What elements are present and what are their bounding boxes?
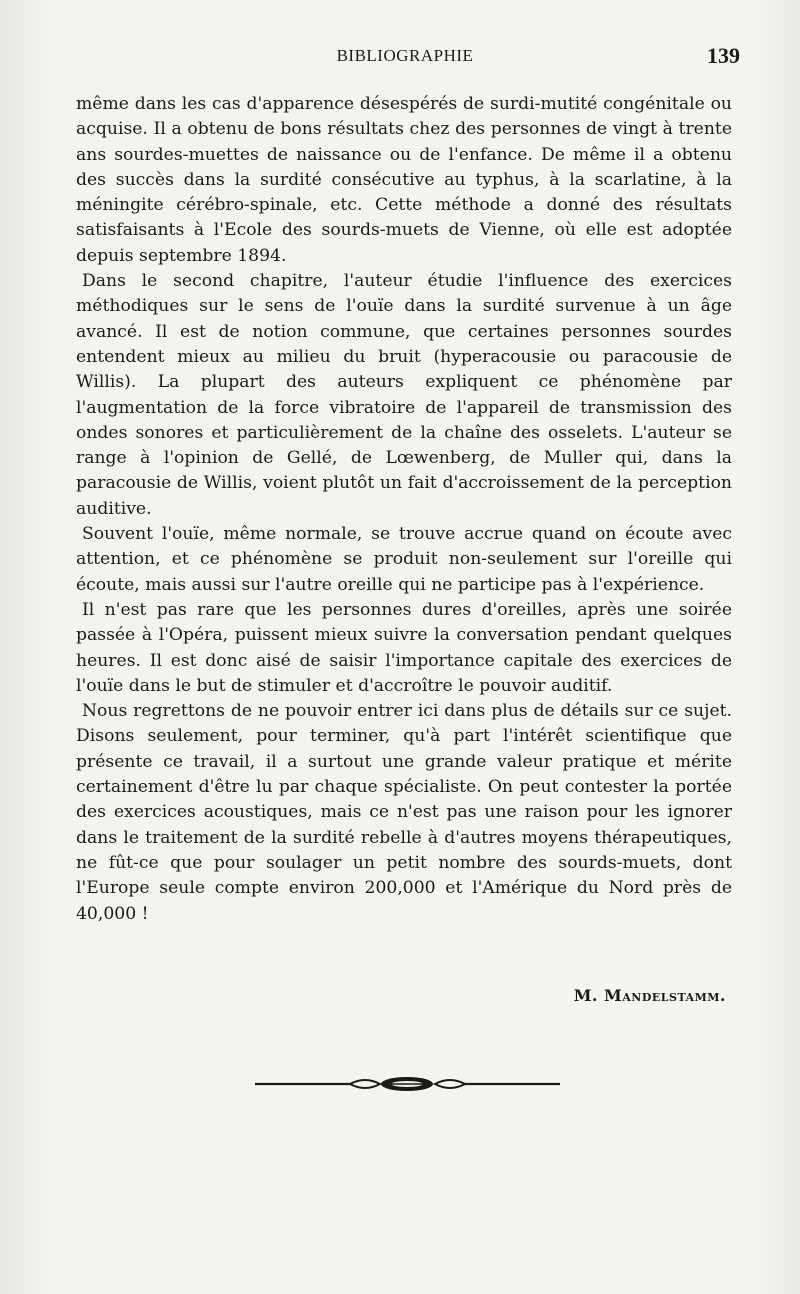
body-text bbox=[76, 92, 732, 927]
signature-block bbox=[76, 986, 726, 1005]
author-signature: M. Mandelstamm. bbox=[573, 986, 726, 1005]
page-number: 139 bbox=[707, 43, 740, 68]
paragraph-4: Il n'est pas rare que les personnes dures d'oreilles, après une soirée passée à l'Opéra, puissent mieux suivre la conversation pendant quelques heures. Il est donc aisé de saisir l'importance capitale des exercices de l'ouïe dans le but de stimuler et d'accroître le pouvoir auditif. bbox=[76, 599, 732, 696]
paragraph-2: Dans le second chapitre, l'auteur étudie l'influence des exercices méthodiques sur le sens de l'ouïe dans la surdité survenue à un âge avancé. Il est de notion commune, que certaines personnes sourdes entendent mieux au milieu du bruit (hyperacousie ou paracousie de Willis). La plupart des auteurs expliquent ce phénomène par l'augmentation de la force vibratoire de l'appareil de transmission des ondes sonores et particulièrement de la chaîne des osselets. L'auteur se range à l'opinion de Gellé, de Lœwenberg, de Muller qui, dans la paracousie de Willis, voient plutôt un fait d'accroissement de la perception auditive. bbox=[76, 271, 732, 519]
ornamental-divider bbox=[255, 1072, 560, 1096]
running-header bbox=[78, 43, 740, 76]
header-title: BIBLIOGRAPHIE bbox=[336, 46, 474, 65]
paragraph-1: même dans les cas d'apparence désespérés de surdi-mutité congénitale ou acquise. Il a obtenu de bons résultats chez des personnes de vingt à trente ans sourdes-muettes de naissance ou de l'enfance. De même il a obtenu des succès dans la surdité consécutive au typhus, à la scarlatine, à la méningite cérébro-spinale, etc. Cette méthode a donné des résultats satisfaisants à l'Ecole des sourds-muets de Vienne, où elle est adoptée depuis septembre 1894. bbox=[76, 94, 732, 266]
paragraph-3: Souvent l'ouïe, même normale, se trouve accrue quand on écoute avec attention, et ce phénomène se produit non-seulement sur l'oreille qui écoute, mais aussi sur l'autre oreille qui ne participe pas à l'expérience. bbox=[76, 524, 732, 595]
paragraph-5: Nous regrettons de ne pouvoir entrer ici dans plus de détails sur ce sujet. Disons seulement, pour terminer, qu'à part l'intérêt scientifique que présente ce travail, il a surtout une grande valeur pratique et mérite certainement d'être lu par chaque spécialiste. On peut contester la portée des exercices acoustiques, mais ce n'est pas une raison pour les ignorer dans le traitement de la surdité rebelle à d'autres moyens thérapeutiques, ne fût-ce que pour soulager un petit nombre des sourds-muets, dont l'Europe seule compte environ 200,000 et l'Amérique du Nord près de 40,000 ! bbox=[76, 701, 732, 924]
